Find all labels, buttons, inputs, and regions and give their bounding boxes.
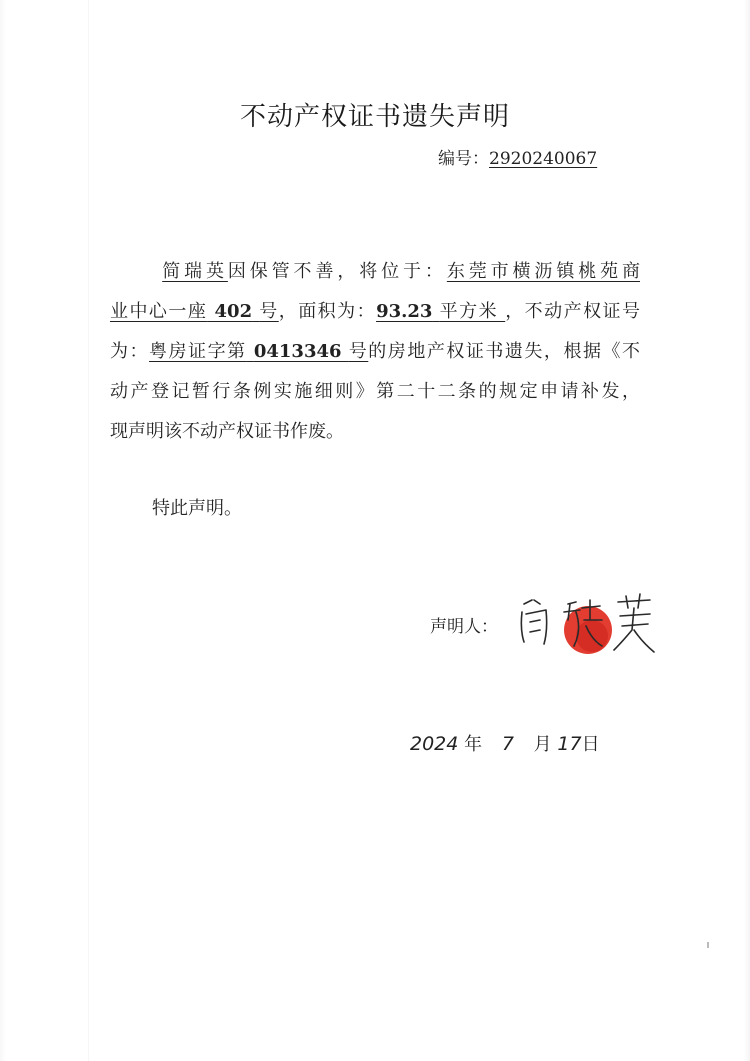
address-suffix: 号 bbox=[259, 301, 279, 322]
date-month-label: 月 bbox=[533, 734, 552, 755]
date-day: 17 bbox=[557, 733, 582, 755]
area-value bbox=[376, 301, 505, 322]
body-line-5: 现声明该不动产权证书作废。 bbox=[110, 421, 344, 442]
certificate-prefix: 粤房证字第 bbox=[149, 341, 247, 362]
body-text: ，面积为： bbox=[278, 301, 377, 322]
address-number: 402 bbox=[214, 301, 253, 322]
date-month: 7 bbox=[501, 733, 514, 755]
document-number bbox=[438, 144, 597, 169]
address-part-2-text: 业中心一座 bbox=[110, 301, 208, 322]
area-number: 93.23 bbox=[376, 301, 433, 322]
certificate-number bbox=[149, 341, 368, 362]
document-number-value: 2920240067 bbox=[489, 149, 598, 169]
date-day-label: 日 bbox=[581, 734, 600, 755]
declarant-label: 声明人： bbox=[430, 617, 498, 637]
body-line-4: 动产登记暂行条例实施细则》第二十二条的规定申请补发， bbox=[110, 381, 640, 402]
date-year: 2024 bbox=[410, 733, 459, 755]
body-text: 为： bbox=[110, 341, 150, 362]
document-title: 不动产权证书遗失声明 bbox=[239, 102, 510, 132]
signature-with-seal bbox=[510, 590, 660, 660]
date-year-label: 年 bbox=[464, 734, 483, 755]
address-part-1: 东莞市横沥镇桃苑商 bbox=[446, 261, 641, 282]
owner-name: 简瑞英 bbox=[162, 261, 228, 282]
scan-speck bbox=[707, 942, 709, 948]
declaration-body bbox=[110, 252, 640, 452]
body-line-1 bbox=[110, 252, 640, 292]
body-text: 的房地产权证书遗失，根据《不 bbox=[368, 341, 640, 362]
certificate-suffix: 号 bbox=[348, 341, 369, 362]
certificate-digits: 0413346 bbox=[253, 341, 342, 362]
body-line-2 bbox=[110, 292, 640, 332]
address-part-2 bbox=[110, 301, 279, 322]
declaration-date bbox=[410, 730, 600, 756]
document-number-label: 编号： bbox=[438, 149, 489, 169]
body-text: 因保管不善，将位于： bbox=[227, 261, 447, 282]
paper-crease bbox=[88, 0, 89, 1061]
area-unit: 平方米 bbox=[439, 301, 499, 322]
body-text: ，不动产权证号 bbox=[505, 301, 640, 322]
body-line-3 bbox=[110, 332, 640, 372]
closing-statement: 特此声明。 bbox=[152, 498, 242, 519]
